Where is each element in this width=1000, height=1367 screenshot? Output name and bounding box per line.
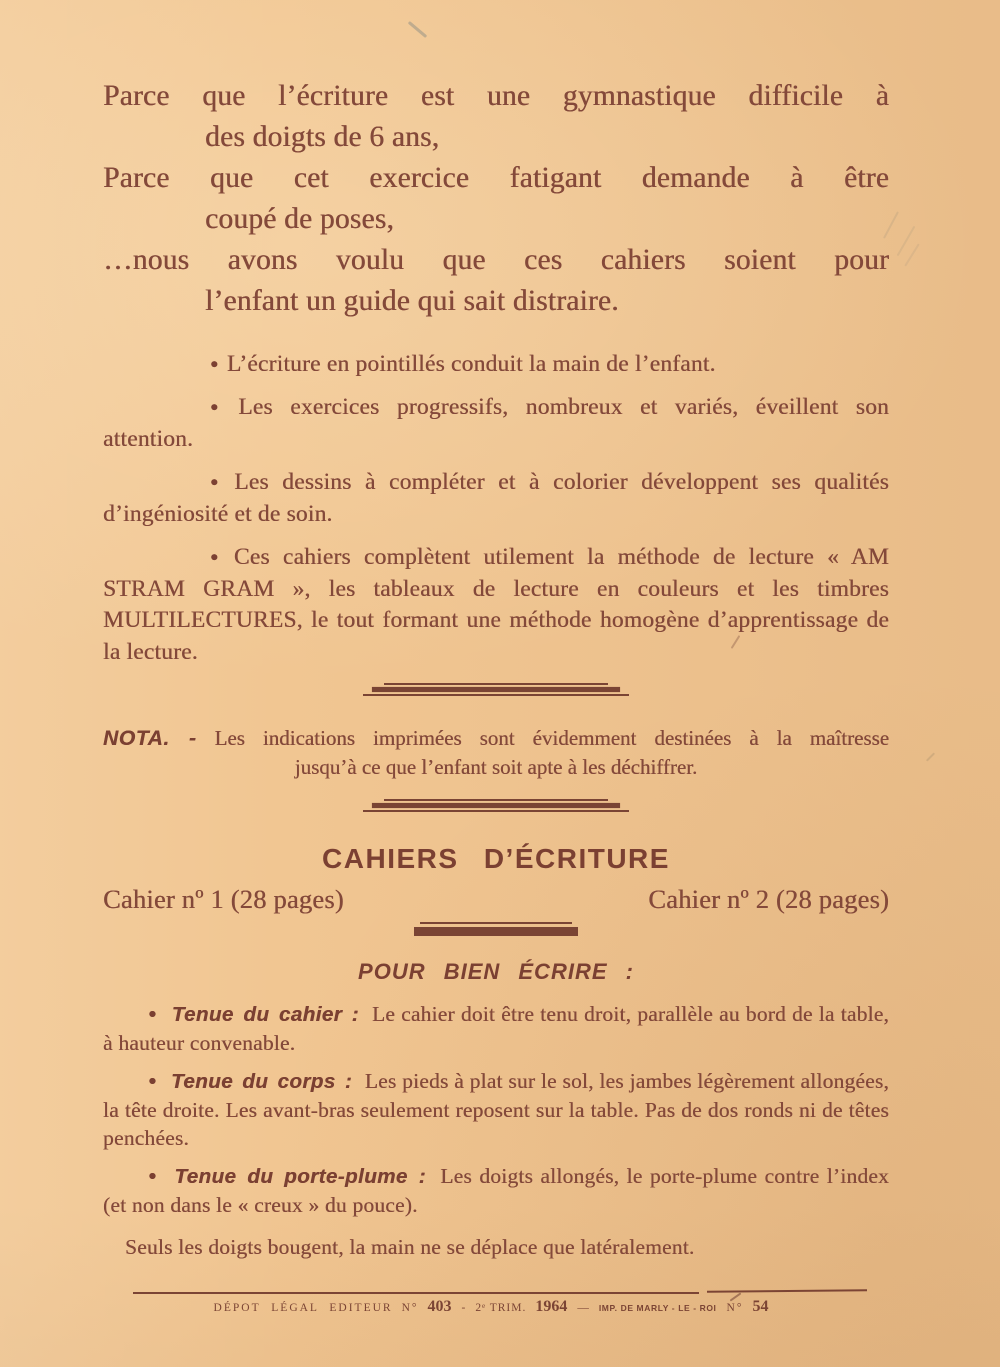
- cahier-row: [103, 884, 889, 915]
- bullet-list-item: ● Les exercices progressifs, nombreux et variés, éveillent son attention.: [103, 391, 889, 455]
- closing-advice-line: Seuls les doigts bougent, la main ne se déplace que latéralement.: [125, 1235, 695, 1259]
- intro-line: coupé de poses,: [205, 203, 394, 235]
- intro-line: Parce que cet exercice fatigant demande à être: [103, 162, 889, 194]
- em-dash: —: [577, 1302, 590, 1314]
- feature-bullet-list: [103, 348, 889, 679]
- posture-item-text: Les doigts allongés, le porte-plume contre l’index (et non dans le « creux » du pouce).: [103, 1164, 890, 1217]
- posture-item-label: Tenue du corps :: [171, 1070, 353, 1093]
- posture-item: [103, 1162, 889, 1219]
- depot-legal-text: DÉPOT LÉGAL EDITEUR: [213, 1302, 393, 1314]
- footer-rule-left: [133, 1292, 699, 1294]
- pencil-mark: [408, 21, 428, 38]
- year-text: 1964: [535, 1298, 568, 1315]
- nota-note: [103, 724, 889, 781]
- numero-label: N°: [401, 1302, 419, 1314]
- writing-posture-section: [103, 1000, 889, 1271]
- imprint-line: [103, 1298, 889, 1316]
- pour-bien-ecrire-heading: POUR BIEN ÉCRIRE :: [358, 959, 634, 984]
- intro-line: Parce que l’écriture est une gymnastique difficile à: [103, 80, 889, 112]
- bullet-list-item: ● Ces cahiers complètent utilement la méthode de lecture « AM STRAM GRAM », les tableaux de lecture en couleurs et les timbres MULTILECTURES, le tout formant une méthode homogène d’apprentissage de la lecture.: [103, 541, 889, 668]
- print-number: 54: [752, 1298, 769, 1315]
- section-divider-ornament: [363, 683, 629, 696]
- footer-rule-right: [707, 1289, 867, 1292]
- posture-item-text: Le cahier doit être tenu droit, parallèle au bord de la table, à hauteur convenable.: [103, 1002, 890, 1055]
- intro-line: des doigts de 6 ans,: [205, 121, 440, 153]
- posture-item: [103, 1000, 889, 1057]
- bullet-list-item: ● L’écriture en pointillés conduit la main de l’enfant.: [103, 348, 889, 380]
- intro-statements: [103, 76, 889, 322]
- posture-item-label: Tenue du porte-plume :: [174, 1165, 426, 1188]
- nota-line-1: [103, 724, 889, 753]
- intro-line: l’enfant un guide qui sait distraire.: [205, 285, 619, 317]
- cahier-1-label: Cahier nº 1 (28 pages): [103, 884, 344, 914]
- cahiers-decriture-heading: CAHIERS D’ÉCRITURE: [322, 843, 670, 874]
- pencil-mark: [904, 243, 919, 266]
- editor-number: 403: [427, 1298, 452, 1315]
- posture-item: [103, 1067, 889, 1152]
- nota-label: NOTA. -: [103, 727, 197, 750]
- section-divider-bar: [413, 922, 579, 936]
- section-divider-ornament: [363, 799, 629, 812]
- pencil-mark: [926, 752, 935, 761]
- posture-item-text: Les pieds à plat sur le sol, les jambes légèrement allongées, la tête droite. Les avant-bras seulement reposent sur la table. Pas de dos ronds ni de têtes penchées.: [103, 1069, 889, 1150]
- numero-label-2: N°: [726, 1302, 744, 1314]
- dash: -: [461, 1302, 467, 1314]
- printer-name: IMP. DE MARLY - LE - ROI: [598, 1303, 717, 1313]
- trimester-text: 2ᵉ TRIM.: [475, 1302, 527, 1314]
- posture-item-label: Tenue du cahier :: [171, 1003, 359, 1026]
- cahier-2-label: Cahier nº 2 (28 pages): [648, 884, 889, 914]
- nota-line-2: jusqu’à ce que l’enfant soit apte à les déchiffrer.: [294, 755, 698, 779]
- intro-line: …nous avons voulu que ces cahiers soient pour: [103, 244, 889, 276]
- nota-text: Les indications imprimées sont évidemment destinées à la maîtresse: [214, 726, 890, 750]
- bullet-list-item: ● Les dessins à compléter et à colorier développent ses qualités d’ingéniosité et de soin.: [103, 466, 889, 530]
